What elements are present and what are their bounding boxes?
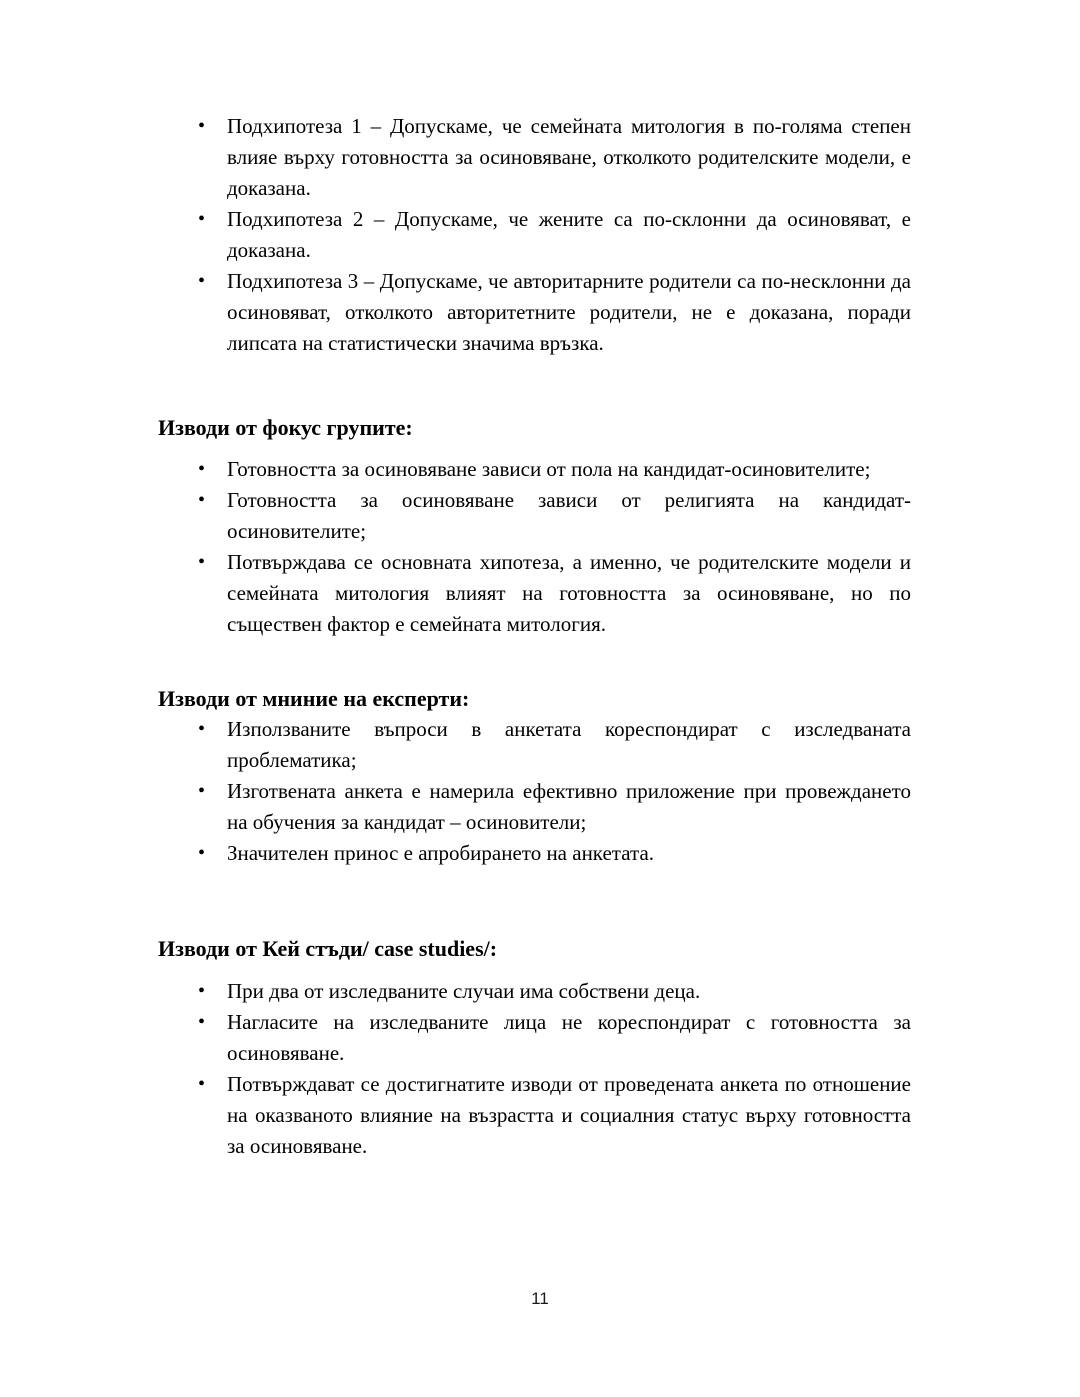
list-item bbox=[198, 547, 911, 640]
bullet-icon: • bbox=[198, 718, 206, 740]
bullet-text: Подхипотеза 2 – Допускаме, че жените са по-склонни да осиновяват, е доказана. bbox=[227, 207, 911, 262]
bullet-text: Потвърждава се основната хипотеза, а именно, че родителските модели и семейната митология влияят на готовността за осиновяване, но по съществен фактор е семейната митология. bbox=[227, 550, 911, 636]
bullet-text: Готовността за осиновяване зависи от религията на кандидат-осиновителите; bbox=[227, 488, 911, 543]
bullet-icon: • bbox=[198, 551, 206, 573]
list-item bbox=[198, 454, 911, 485]
list-item bbox=[198, 266, 911, 359]
bullet-text: Готовността за осиновяване зависи от пола на кандидат-осиновителите; bbox=[227, 457, 871, 481]
bullet-icon: • bbox=[198, 458, 206, 480]
bullet-text: Потвърждават се достигнатите изводи от проведената анкета по отношение на оказваното влияние на възрастта и социалния статус върху готовността за осиновяване. bbox=[227, 1072, 911, 1158]
list-item bbox=[198, 204, 911, 266]
section-hypotheses bbox=[158, 111, 916, 359]
bullet-list bbox=[158, 111, 911, 359]
bullet-list bbox=[158, 454, 911, 640]
list-item bbox=[198, 485, 911, 547]
list-item bbox=[198, 976, 911, 1007]
list-item bbox=[198, 1007, 911, 1069]
bullet-text: Използваните въпроси в анкетата кореспондират с изследваната проблематика; bbox=[227, 717, 911, 772]
bullet-icon: • bbox=[198, 1011, 206, 1033]
list-item bbox=[198, 1069, 911, 1162]
section-focus-groups bbox=[158, 412, 916, 640]
section-heading: Изводи от Кей стъди/ case studies/: bbox=[158, 936, 498, 961]
bullet-icon: • bbox=[198, 780, 206, 802]
list-item bbox=[198, 838, 911, 869]
bullet-text: Изготвената анкета е намерила ефективно приложение при провеждането на обучения за кандидат – осиновители; bbox=[227, 779, 911, 834]
bullet-icon: • bbox=[198, 1073, 206, 1095]
bullet-icon: • bbox=[198, 270, 206, 292]
bullet-icon: • bbox=[198, 489, 206, 511]
bullet-text: Значителен принос е апробирането на анкетата. bbox=[227, 841, 655, 865]
bullet-list bbox=[158, 976, 911, 1162]
section-heading: Изводи от фокус групите: bbox=[158, 415, 413, 440]
bullet-icon: • bbox=[198, 208, 206, 230]
list-item bbox=[198, 714, 911, 776]
section-case-studies bbox=[158, 933, 916, 1162]
list-item bbox=[198, 776, 911, 838]
page-number: 11 bbox=[531, 1289, 549, 1308]
bullet-text: Подхипотеза 3 – Допускаме, че авторитарните родители са по-несклонни да осиновяват, отколкото авторитетните родители, не е доказана, поради липсата на статистически значима връзка. bbox=[227, 269, 911, 355]
bullet-icon: • bbox=[198, 115, 206, 137]
section-expert-opinion bbox=[158, 683, 916, 869]
document-body bbox=[158, 0, 916, 1162]
bullet-list bbox=[158, 714, 911, 869]
section-heading: Изводи от мниние на експерти: bbox=[158, 686, 470, 711]
bullet-text: При два от изследваните случаи има собствени деца. bbox=[227, 979, 701, 1003]
list-item bbox=[198, 111, 911, 204]
bullet-text: Нагласите на изследваните лица не кореспондират с готовността за осиновяване. bbox=[227, 1010, 911, 1065]
bullet-icon: • bbox=[198, 842, 206, 864]
bullet-text: Подхипотеза 1 – Допускаме, че семейната митология в по-голяма степен влияе върху готовността за осиновяване, отколкото родителските модели, е доказана. bbox=[227, 114, 911, 200]
bullet-icon: • bbox=[198, 980, 206, 1002]
